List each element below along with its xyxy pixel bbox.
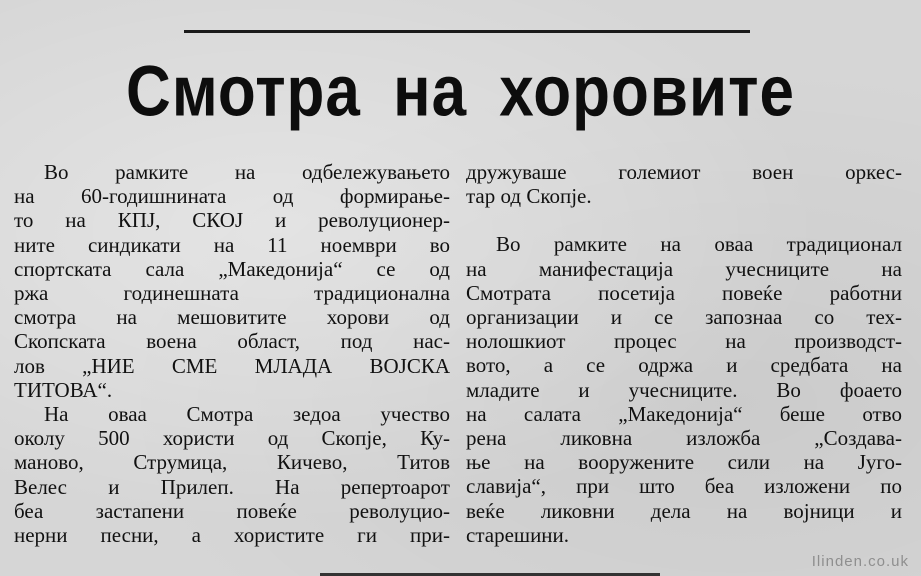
text-line: вото, а се одржа и средбата на — [466, 353, 902, 378]
text-line: веќе ликовни дела на војници и — [466, 498, 902, 523]
text-line: лов „НИЕ СМЕ МЛАДА ВОЈСКА — [14, 353, 450, 378]
text-line: беа застапени повеќе револуцио- — [14, 498, 450, 523]
text-line: нолошкиот процес на производст- — [466, 329, 902, 354]
text-line: на 60-годишнината од формирање- — [14, 184, 450, 209]
text-line: рена ликовна изложба „Создава- — [466, 426, 902, 451]
text-line: ржа годинешната традиционална — [14, 281, 450, 306]
text-line: Велес и Прилеп. На репертоарот — [14, 474, 450, 499]
text-line: На оваа Смотра зедоа учество — [44, 402, 450, 427]
text-line: младите и учесниците. Во фоаето — [466, 377, 902, 402]
text-line: организации и се запознаа со тех- — [466, 305, 902, 330]
text-line: смотра на мешовитите хорови од — [14, 305, 450, 330]
text-line: дружуваше големиот воен оркес- — [466, 160, 902, 184]
text-line: спортската сала „Македонија“ се од — [14, 256, 450, 281]
text-line: то на КПЈ, СКОЈ и револуционер- — [14, 208, 450, 233]
right-column — [466, 160, 902, 547]
headline: Смотра на хоровите — [126, 52, 795, 132]
text-line: ње на вооружените сили на Југо- — [466, 450, 902, 475]
text-line: Во рамките на оваа традиционал — [496, 232, 902, 257]
text-line: маново, Струмица, Кичево, Титов — [14, 450, 450, 475]
text-line: славија“, при што беа изложени по — [466, 474, 902, 499]
left-column — [14, 160, 450, 547]
text-line: околу 500 хористи од Скопје, Ку- — [14, 426, 450, 451]
paragraph-gap — [466, 208, 902, 232]
text-line: старешини. — [466, 522, 570, 547]
text-line: ните синдикати на 11 ноември во — [14, 232, 450, 257]
watermark: Ilinden.co.uk — [811, 553, 909, 570]
text-line: Во рамките на одбележувањето — [44, 160, 450, 184]
text-line: тар од Скопје. — [466, 184, 592, 209]
text-line: Смотрата посетија повеќе работни — [466, 280, 902, 305]
text-line: нерни песни, а хористите ги при- — [14, 523, 450, 548]
text-line: ТИТОВА“. — [14, 377, 113, 402]
text-line: на манифестација учесниците на — [466, 256, 902, 281]
text-line: на салата „Македонија“ беше отво — [466, 401, 902, 426]
text-line: Скопската воена област, под нас- — [14, 329, 450, 354]
top-rule — [184, 30, 750, 33]
